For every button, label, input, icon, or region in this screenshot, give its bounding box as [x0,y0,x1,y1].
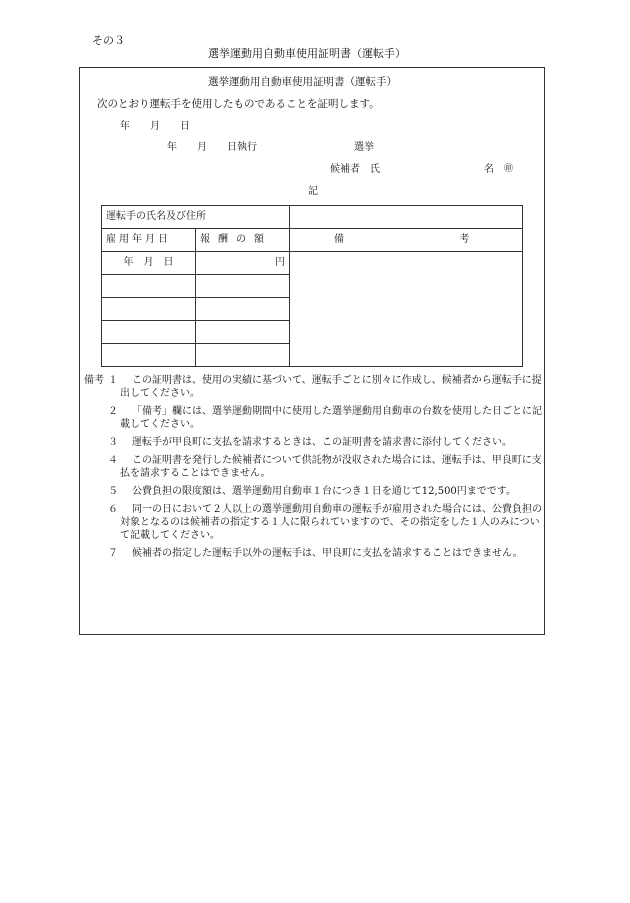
driver-label: 運転手の氏名及び住所 [106,211,206,222]
note-item [84,503,544,542]
page-title: 選挙運動用自動車使用証明書（運転手） [208,47,406,60]
remarks-cell[interactable] [290,252,523,367]
candidate-name-label: 候補者 氏 [330,164,380,175]
row-date-cell[interactable] [102,298,196,321]
col-employment-date: 雇用年月日 [102,229,196,252]
note-item [84,547,544,560]
notes-lead-label: 備考 [84,375,104,386]
note-item [84,454,544,480]
note-text: 「備考」欄には、選挙運動期間中に使用した選挙運動用自動車の台数を使用した日ごとに記載してください。 [120,406,542,430]
row-pay-cell[interactable] [196,275,290,298]
row-date-cell[interactable] [102,321,196,344]
note-number: ６ [108,504,118,515]
col-remarks-part2: 考 [459,234,470,245]
driver-row [102,206,523,229]
row-pay-cell[interactable] [196,321,290,344]
note-number: ５ [108,486,118,497]
row-pay-cell[interactable] [196,344,290,367]
seal-mark [504,163,513,175]
col-remarks-part1: 備 [334,234,344,245]
note-item [84,436,544,449]
note-text: この証明書を発行した候補者について供託物が没収された場合には、運転手は、甲良町に支払を請求することはできません。 [120,455,542,479]
column-header-row [102,229,523,252]
note-text: 候補者の指定した運転手以外の運転手は、甲良町に支払を請求することはできません。 [132,548,523,559]
election-label: 選挙 [354,142,374,153]
note-number: ４ [108,455,118,466]
note-number: ２ [108,406,118,417]
issue-date-line: 年 月 日 [120,121,190,132]
note-number: ３ [108,437,118,448]
col-remarks [290,229,523,252]
seal-icon: ㊞ [504,164,514,174]
name-suffix-label: 名 [484,164,494,175]
note-text: この証明書は、使用の実績に基づいて、運転手ごとに別々に作成し、候補者から運転手に提出してください。 [120,375,542,399]
row-date-cell[interactable] [102,344,196,367]
form-number-label: その３ [92,34,125,47]
ki-label: 記 [308,186,318,197]
note-text: 運転手が甲良町に支払を請求するときは、この証明書を請求書に添付してください。 [132,437,512,448]
note-item [84,405,544,431]
note-text: 公費負担の限度額は、選挙運動用自動車１台につき１日を通じて12,500円までです。 [132,486,516,497]
row-date-cell[interactable]: 年 月 日 [102,252,196,275]
form-title: 選挙運動用自動車使用証明書（運転手） [208,76,397,88]
driver-table [101,205,523,367]
row-date-cell[interactable] [102,275,196,298]
certification-statement: 次のとおり運転手を使用したものであることを証明します。 [97,98,380,110]
election-date-line: 年 月 日執行 [167,142,257,153]
note-text: 同一の日において２人以上の選挙運動用自動車の運転手が雇用された場合には、公費負担の対象となるのは候補者の指定する１人に限られていますので、その指定をした１人のみについて記載してください。 [120,504,542,541]
note-number: ７ [108,548,118,559]
note-item [84,374,544,400]
note-item [84,485,544,498]
col-remuneration: 報酬の額 [196,229,290,252]
notes-section [84,374,544,565]
driver-label-cell [102,206,290,229]
driver-value-cell[interactable] [290,206,523,229]
table-row [102,252,523,275]
row-pay-cell[interactable]: 円 [196,252,290,275]
note-number: １ [108,375,118,386]
row-pay-cell[interactable] [196,298,290,321]
